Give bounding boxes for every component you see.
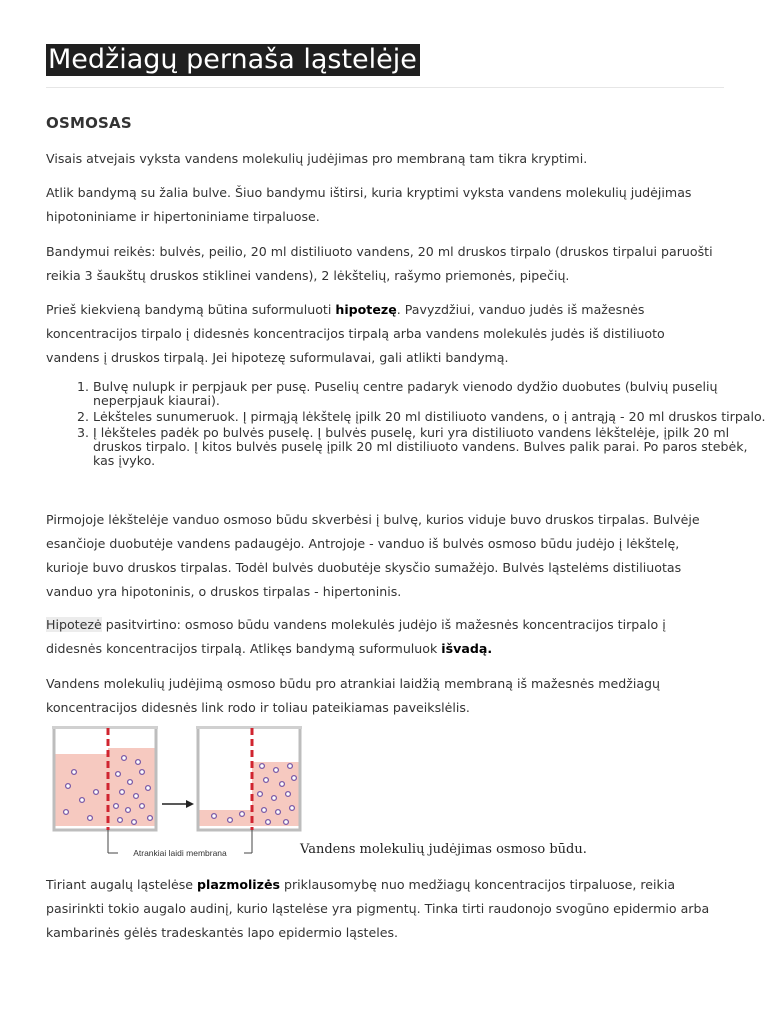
plazmolizes-bold: plazmolizės — [197, 877, 280, 892]
membrane-label-group — [108, 830, 252, 858]
paragraph-2: Atlik bandymą su žalia bulve. Šiuo bandymu ištirsi, kuria kryptimi vyksta vandens molekulių judėjimas hipotoniniame ir hipertoniniame tirpaluose. — [46, 185, 692, 224]
beaker-left — [52, 726, 158, 830]
hipoteze-bold: hipotezę — [335, 302, 397, 317]
paragraph-8-text-b: priklausomybę nuo medžiagų koncentracijos tirpaluose, reikia pasirinkti tokio augalo audinį, kurio ląstelėse yra pigmentų. Tinka tirti raudonojo svogūno epidermio arba kambarinės gėlės tradeskantės lapo epidermio ląsteles. — [46, 877, 710, 940]
paragraph-4-text-b: . Pavyzdžiui, vanduo judės iš mažesnės koncentracijos tirpalo į didesnės koncentracijos tirpalą arba vandens molekulės judės iš distiliuoto vandens į druskos tirpalą. Jei hipotezę suformulavai, gali atlikti bandymą. — [46, 302, 665, 365]
paragraph-3: Bandymui reikės: bulvės, peilio, 20 ml distiliuoto vandens, 20 ml druskos tirpalo (druskos tirpalui paruošti reikia 3 šaukštų druskos stiklinei vandens), 2 lėkštelių, rašymo priemonės, pipečių. — [46, 244, 713, 283]
isvada-bold: išvadą. — [441, 641, 493, 656]
paragraph-1: Visais atvejais vyksta vandens molekulių judėjimas pro membraną tam tikra kryptimi. — [46, 151, 588, 166]
beaker-right — [196, 726, 302, 830]
paragraph-7: Vandens molekulių judėjimą osmoso būdu pro atrankiai laidžią membraną iš mažesnės medžiagų koncentracijos didesnės link rodo ir toliau pateikiamas paveikslėlis. — [46, 676, 661, 715]
membrane-label: Atrankiai laidi membrana — [133, 848, 227, 858]
paragraph-6 — [46, 613, 722, 661]
page-title-wrap — [46, 44, 420, 76]
osmosis-figure — [46, 726, 306, 860]
paragraph-5: Pirmojoje lėkštelėje vanduo osmoso būdu skverbėsi į bulvę, kurios viduje buvo druskos tirpalas. Bulvėje esančioje duobutėje vandens padaugėjo. Antrojoje - vanduo iš bulvės osmoso būdu judėjo į lėkštelę, kurioje buvo druskos tirpalas. Todėl bulvės duobutėje skysčio sumažėjo. Bulvės ląstelėms distiliuotas vanduo yra hipotoninis, o druskos tirpalas - hipertoninis. — [46, 512, 700, 599]
transition-arrow — [162, 800, 194, 808]
step-item-3: 3. Į lėkšteles padėk po bulvės puselę. Į bulvės puselę, kuri yra distiliuoto vandens lėkštelėje, įpilk 20 ml druskos tirpalo. Į kitos bulvės puselę įpilk 20 ml distiliuoto vandens. Bulves palik parai. Po paros stebėk, kas įvyko. — [93, 426, 768, 468]
hipoteze-highlight: Hipotezė — [46, 617, 102, 632]
paragraph-8-text-a: Tiriant augalų ląstelėse — [46, 877, 198, 892]
section-heading: OSMOSAS — [46, 114, 132, 132]
paragraph-8 — [46, 873, 722, 945]
paragraph-6-text: pasitvirtino: osmoso būdu vandens molekulės judėjo iš mažesnės koncentracijos tirpalo į didesnės koncentracijos tirpalą. Atlikęs bandymą suformuluok — [46, 617, 666, 656]
step-item-2: 2. Lėkšteles sunumeruok. Į pirmąją lėkštelę įpilk 20 ml distiliuoto vandens, o į antrąją - 20 ml druskos tirpalo. — [93, 410, 768, 424]
page-title: Medžiagų pernaša ląstelėje — [46, 44, 420, 76]
title-divider — [46, 87, 724, 88]
step-item-1: 1. Bulvę nulupk ir perpjauk per pusę. Puselių centre padaryk vienodo dydžio duobutes (bulvių puselių neperpjauk kiaurai). — [93, 380, 768, 408]
steps-list — [46, 380, 768, 470]
paragraph-4-text-a: Prieš kiekvieną bandymą būtina suformuluoti — [46, 302, 336, 317]
beaker-right-rim — [196, 726, 302, 729]
figure-caption: Vandens molekulių judėjimas osmoso būdu. — [300, 842, 587, 857]
paragraph-4 — [46, 298, 722, 370]
beaker-left-rim — [52, 726, 158, 729]
